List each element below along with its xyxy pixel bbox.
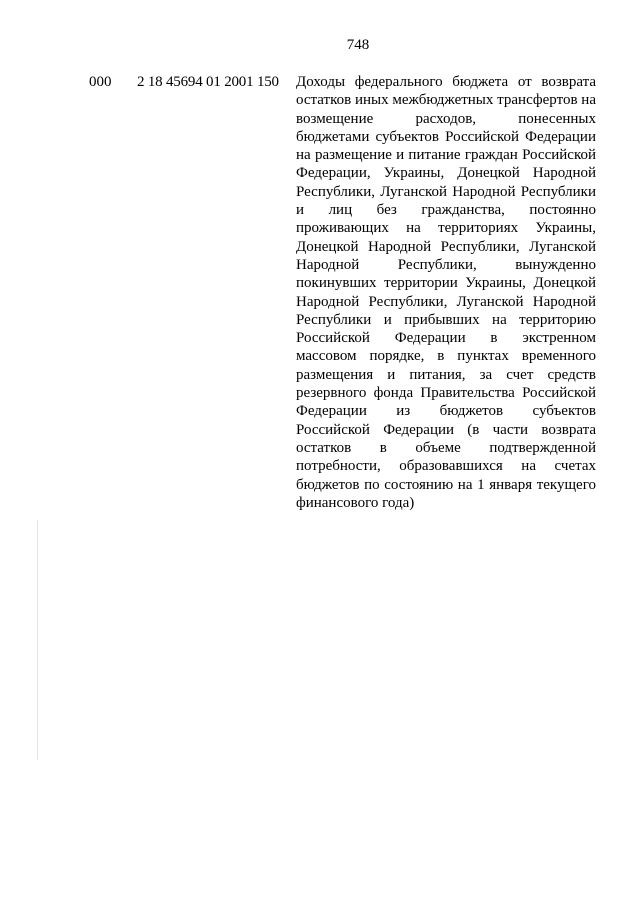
budget-classification-code: 2 18 45694 01 2001 150 xyxy=(137,74,279,90)
revenue-description: Доходы федерального бюджета от возврата остатков иных межбюджетных трансфертов на возмещение расходов, понесенных бюджетами субъектов Российской Федерации на размещение и питание граждан Российской Федерации, Украины, Донецкой Народной Республики, Луганской Народной Республики и лиц без гражданства, постоянно проживающих на территориях Украины, Донецкой Народной Республики, Луганской Народной Республики, вынужденно покинувших территории Украины, Донецкой Народной Республики, Луганской Народной Республики и прибывших на территорию Российской Федерации в экстренном массовом порядке, в пунктах временного размещения и питания, за счет средств резервного фонда Правительства Российской Федерации из бюджетов субъектов Российской Федерации (в части возврата остатков в объеме подтвержденной потребности, образовавшихся на счетах бюджетов по состоянию на 1 января текущего финансового года) xyxy=(296,74,596,511)
scan-artifact-line xyxy=(37,520,38,760)
administrator-code: 000 xyxy=(89,74,112,90)
page-number: 748 xyxy=(346,37,370,53)
